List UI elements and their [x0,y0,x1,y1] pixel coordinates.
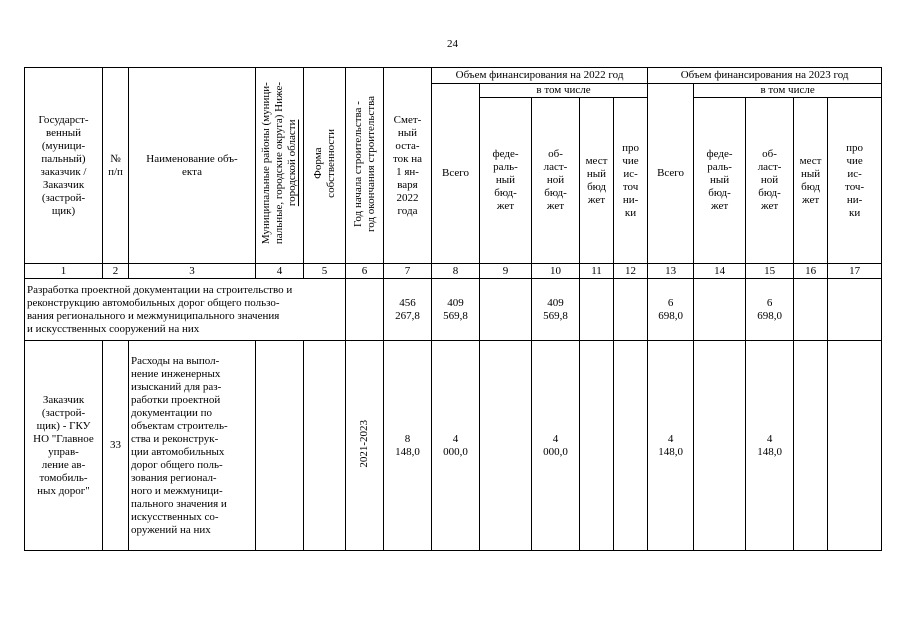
header-other-2023: про чие ис- точ- ни- ки [828,98,882,264]
row-other-2022 [614,341,648,551]
header-federal-2023: феде- раль- ный бюд- жет [694,98,746,264]
col-number: 5 [304,264,346,279]
row-number: 33 [103,341,129,551]
header-federal-2022: феде- раль- ный бюд- жет [480,98,532,264]
col-number: 6 [346,264,384,279]
section-regional-2023: 6 698,0 [746,279,794,341]
row-federal-2022 [480,341,532,551]
header-municipal-line1: Муниципальные районы (муници- [260,82,272,245]
col-number: 11 [580,264,614,279]
header-municipal-line2: пальные, городские округа) Ниже- [273,82,285,245]
section-total-2023: 6 698,0 [648,279,694,341]
section-federal-2023 [694,279,746,341]
row-customer: Заказчик (застрой- щик) - ГКУ НО "Главное управ- ление ав- томобиль- ных дорог" [25,341,103,551]
header-ownership [304,68,346,264]
header-fin-2023: Объем финансирования на 2023 год [648,68,882,84]
header-years-text: Год начала строительства - год окончания строительства [351,95,377,232]
col-number: 16 [794,264,828,279]
section-federal-2022 [480,279,532,341]
col-number: 13 [648,264,694,279]
section-estimate: 456 267,8 [384,279,432,341]
col-number: 9 [480,264,532,279]
section-other-2022 [614,279,648,341]
section-local-2023 [794,279,828,341]
header-row-1 [25,68,882,84]
header-total-2023: Всего [648,84,694,264]
page-number: 24 [447,38,458,50]
header-customer: Государст- венный (муници- пальный) заказчик / Заказчик (застрой- щик) [25,68,103,264]
header-municipal-line3: городской области [286,120,298,207]
header-regional-2022: об- ласт- ной бюд- жет [532,98,580,264]
col-number: 8 [432,264,480,279]
header-object-name: Наименование объ- екта [129,68,256,264]
row-years: 2021-2023 [358,419,370,468]
col-number: 12 [614,264,648,279]
header-estimate-balance: Смет- ный оста- ток на 1 ян- варя 2022 года [384,68,432,264]
row-regional-2022: 4 000,0 [532,341,580,551]
financing-table [24,67,882,551]
section-total-2022: 409 569,8 [432,279,480,341]
col-number: 3 [129,264,256,279]
header-regional-2023: об- ласт- ной бюд- жет [746,98,794,264]
header-other-2022: про чие ис- точ ни- ки [614,98,648,264]
section-row [25,279,882,341]
header-ownership-text: Форма собственности [311,129,337,198]
header-incl-2023: в том числе [694,84,882,98]
header-local-2023: мест ный бюд жет [794,98,828,264]
row-total-2023: 4 148,0 [648,341,694,551]
section-years [346,279,384,341]
row-federal-2023 [694,341,746,551]
column-number-row [25,264,882,279]
row-estimate: 8 148,0 [384,341,432,551]
col-number: 7 [384,264,432,279]
col-number: 15 [746,264,794,279]
header-number: № п/п [103,68,129,264]
col-number: 1 [25,264,103,279]
col-number: 14 [694,264,746,279]
section-title: Разработка проектной документации на строительство и реконструкцию автомобильных дорог общего пользо- вания регионального и межмуниципального значения и искусственных сооружений на них [25,279,346,341]
row-local-2022 [580,341,614,551]
col-number: 10 [532,264,580,279]
row-local-2023 [794,341,828,551]
col-number: 2 [103,264,129,279]
row-years-cell [346,341,384,551]
header-incl-2022: в том числе [480,84,648,98]
header-fin-2022: Объем финансирования на 2022 год [432,68,648,84]
table-row [25,341,882,551]
row-other-2023 [828,341,882,551]
col-number: 17 [828,264,882,279]
row-municipal [256,341,304,551]
header-municipal-districts [256,68,304,264]
header-construction-years [346,68,384,264]
header-local-2022: мест ный бюд жет [580,98,614,264]
row-total-2022: 4 000,0 [432,341,480,551]
row-regional-2023: 4 148,0 [746,341,794,551]
row-object-name: Расходы на выпол- нение инженерных изысканий для раз- работки проектной документации по объектам строитель- ства и реконструк- ции автомобильных дорог общего поль- зования регионал- ного и межмуници- пального значения и искусственных со- оружений на них [129,341,256,551]
row-ownership [304,341,346,551]
header-total-2022: Всего [432,84,480,264]
section-local-2022 [580,279,614,341]
section-other-2023 [828,279,882,341]
col-number: 4 [256,264,304,279]
section-regional-2022: 409 569,8 [532,279,580,341]
